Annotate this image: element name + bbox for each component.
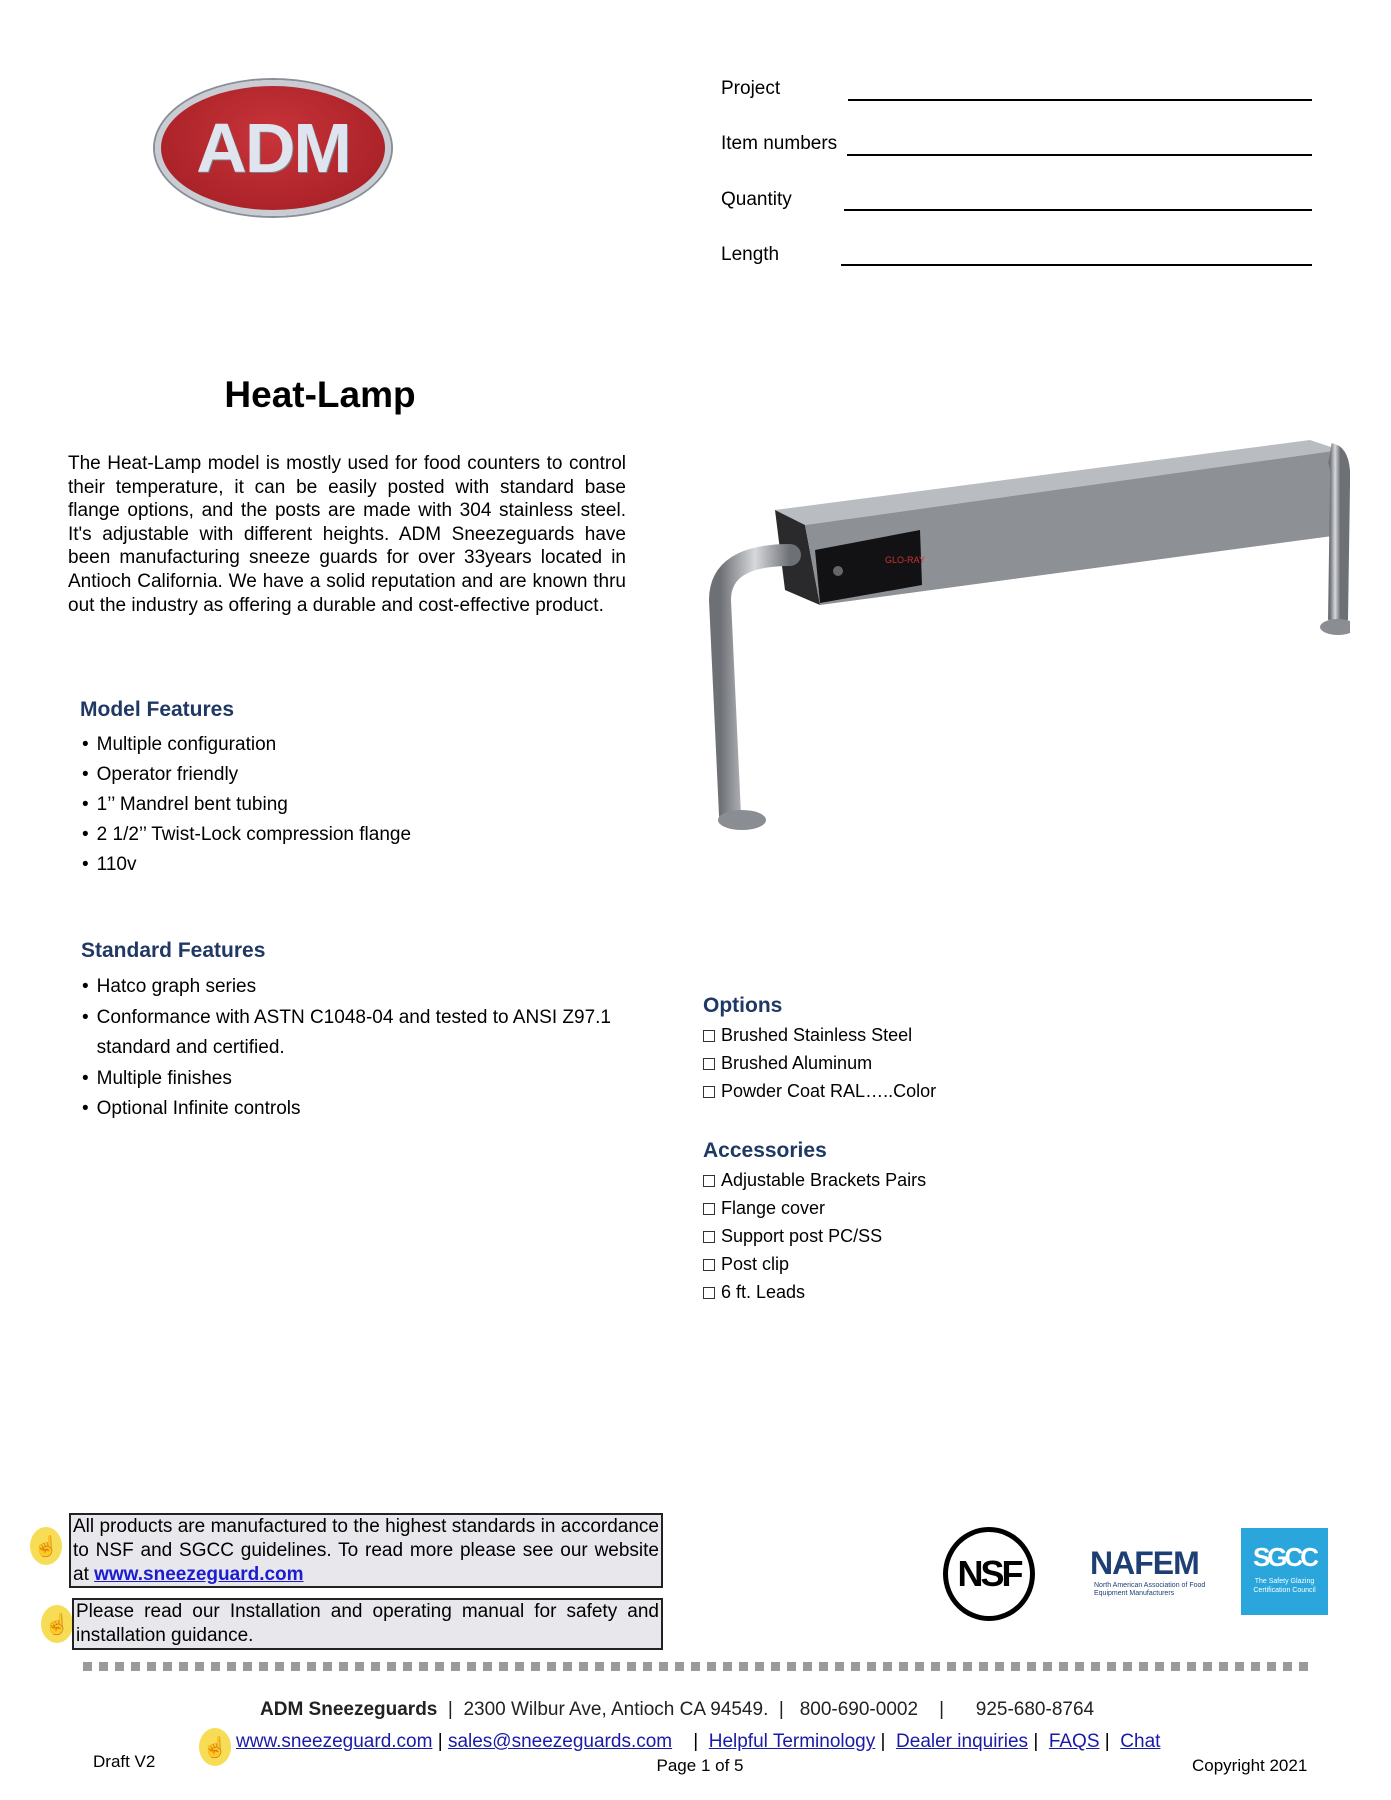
item-numbers-input-line[interactable] [847,154,1312,156]
checkbox[interactable] [703,1086,715,1098]
checkbox[interactable] [703,1030,715,1042]
option-brushed-aluminum[interactable]: Brushed Aluminum [703,1053,872,1074]
checkbox[interactable] [703,1259,715,1271]
accessory-leads[interactable]: 6 ft. Leads [703,1282,805,1303]
standard-features-list [82,972,622,1125]
accessories-heading: Accessories [703,1139,827,1162]
hand-pointer-icon: ☝ [41,1605,73,1643]
standards-notice: All products are manufactured to the highest standards in accordance to NSF and SGCC guidelines. To read more please see our website at www.sneezeguard.com [69,1513,663,1588]
checkbox[interactable] [703,1231,715,1243]
item-numbers-label: Item numbers [721,133,838,154]
draft-version: Draft V2 [93,1752,156,1771]
list-item: • 2 1/2’’ Twist-Lock compression flange [82,824,412,845]
standard-features-heading: Standard Features [81,939,266,962]
list-item: • Conformance with ASTN C1048-04 and tested to ANSI Z97.1 standard and certified. [82,1006,611,1058]
options-heading: Options [703,994,783,1017]
copyright: Copyright 2021 [1192,1756,1308,1775]
accessory-brackets[interactable]: Adjustable Brackets Pairs [703,1170,926,1191]
dealer-link[interactable]: Dealer inquiries [896,1731,1029,1752]
checkbox[interactable] [703,1203,715,1215]
checkbox[interactable] [703,1287,715,1299]
accessory-flange-cover[interactable]: Flange cover [703,1198,825,1219]
project-label: Project [721,78,781,99]
nsf-logo: NSF [943,1527,1035,1621]
project-input-line[interactable] [848,99,1312,101]
chat-link[interactable]: Chat [1120,1731,1161,1752]
list-item: • Optional Infinite controls [82,1098,301,1119]
footer-contact: ADM Sneezeguards | 2300 Wilbur Ave, Antioch CA 94549. | 800-690-0002 | 925-680-8764 [260,1699,1095,1720]
adm-logo: ADM [155,80,391,216]
terminology-link[interactable]: Helpful Terminology [708,1731,876,1752]
hand-pointer-icon: ☝ [30,1527,62,1565]
length-label: Length [721,244,780,265]
model-features-heading: Model Features [80,698,235,721]
website-link[interactable]: www.sneezeguard.com [94,1564,304,1585]
heat-lamp-product-image [690,425,1350,845]
option-brushed-stainless[interactable]: Brushed Stainless Steel [703,1025,912,1046]
page-number: Page 1 of 5 [656,1756,744,1775]
option-powder-coat[interactable]: Powder Coat RAL…..Color [703,1081,936,1102]
nafem-logo: NAFEM North American Association of Food Equipment Manufacturers [1090,1545,1206,1597]
list-item: • Operator friendly [82,764,239,785]
website-link[interactable]: www.sneezeguard.com [236,1731,433,1752]
checkbox[interactable] [703,1058,715,1070]
sgcc-logo: SGCC The Safety Glazing Certification Council [1241,1528,1328,1615]
model-features-list [82,730,411,880]
email-link[interactable]: sales@sneezeguards.com [447,1731,673,1752]
quantity-label: Quantity [721,189,792,210]
list-item: • Multiple configuration [82,734,277,755]
footer-links: www.sneezeguard.com | sales@sneezeguards.com | Helpful Terminology | Dealer inquiries | FAQS | Chat [236,1731,1161,1752]
length-input-line[interactable] [841,264,1312,266]
list-item: • Hatco graph series [82,976,257,997]
accessory-post-clip[interactable]: Post clip [703,1254,789,1275]
manual-notice: Please read our Installation and operating manual for safety and installation guidance. [72,1598,663,1650]
divider [83,1662,1311,1671]
glo-ray-label: GLO-RAY [885,555,925,565]
list-item: • Multiple finishes [82,1067,232,1089]
page-title: Heat-Lamp [224,374,416,415]
list-item: • 1’’ Mandrel bent tubing [82,794,288,815]
accessory-support-post[interactable]: Support post PC/SS [703,1226,882,1247]
faqs-link[interactable]: FAQS [1048,1731,1100,1752]
quantity-input-line[interactable] [844,209,1312,211]
list-item: • 110v [82,854,137,875]
checkbox[interactable] [703,1175,715,1187]
hand-pointer-icon: ☝ [199,1728,231,1766]
product-description: The Heat-Lamp model is mostly used for food counters to control their temperature, it can be easily posted with standard base flange options, and the posts are made with 304 stainless steel. It's adjustable with different heights. ADM Sneezeguards have been manufacturing sneeze guards for over 33years located in Antioch California. We have a solid reputation and are known thru out the industry as offering a durable and cost-effective product. [68,453,626,616]
